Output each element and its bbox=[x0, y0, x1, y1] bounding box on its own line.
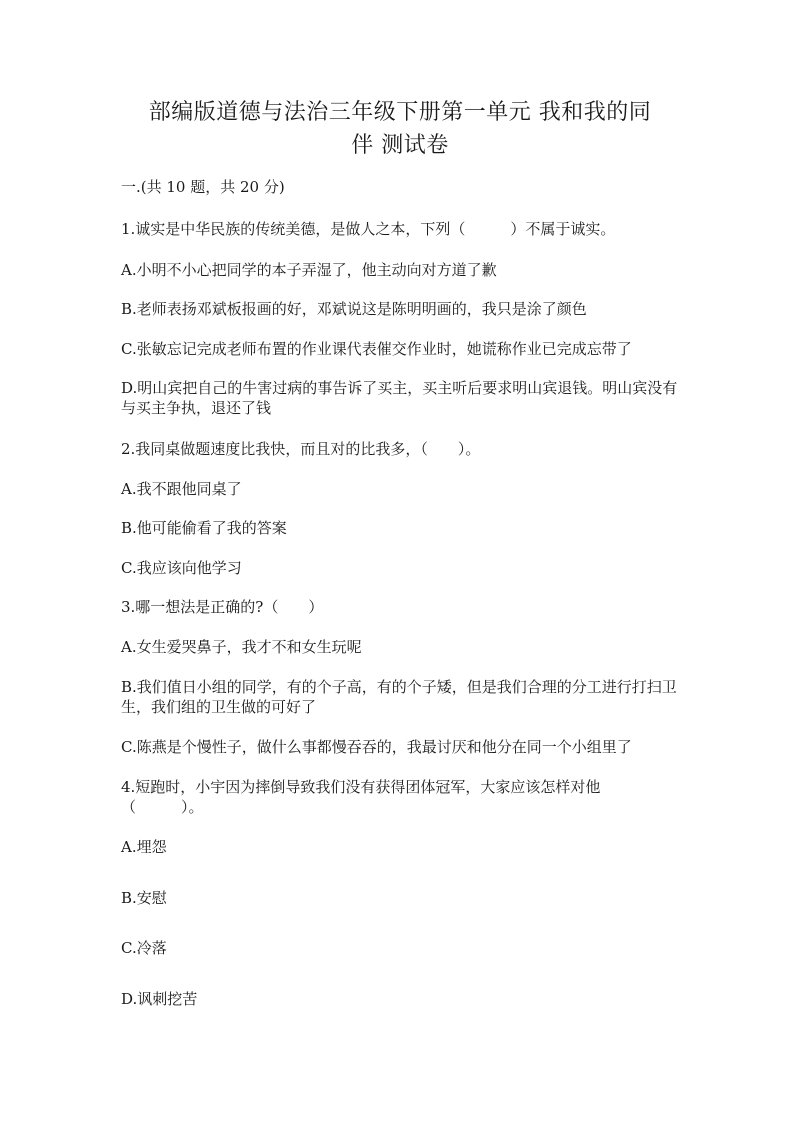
question-1-option-d: D.明山宾把自己的牛害过病的事告诉了买主，买主听后要求明山宾退钱。明山宾没有与买主争执，退还了钱 bbox=[121, 379, 678, 417]
section-heading: 一.(共 10 题，共 20 分) bbox=[121, 178, 285, 196]
document-title-line-2: 伴 测试卷 bbox=[351, 133, 449, 158]
question-3-option-a: A.女生爱哭鼻子，我才不和女生玩呢 bbox=[121, 638, 362, 656]
question-3-option-b: B.我们值日小组的同学，有的个子高，有的个子矮，但是我们合理的分工进行打扫卫生，我们组的卫生做的可好了 bbox=[121, 678, 677, 716]
question-3-option-c: C.陈燕是个慢性子，做什么事都慢吞吞的，我最讨厌和他分在同一个小组里了 bbox=[121, 738, 632, 756]
question-4-option-a: A.埋怨 bbox=[121, 838, 167, 856]
question-4-option-d: D.讽刺挖苦 bbox=[121, 990, 198, 1008]
question-2-option-b: B.他可能偷看了我的答案 bbox=[121, 519, 287, 537]
question-2-option-c: C.我应该向他学习 bbox=[121, 559, 242, 577]
question-2-stem: 2.我同桌做题速度比我快，而且对的比我多，（ ）。 bbox=[121, 440, 481, 458]
question-4-stem: 4.短跑时，小宇因为摔倒导致我们没有获得团体冠军，大家应该怎样对他（ ）。 bbox=[121, 778, 601, 816]
document-title bbox=[100, 96, 700, 162]
question-3-stem: 3.哪一想法是正确的?（ ） bbox=[121, 598, 324, 616]
question-4-option-b: B.安慰 bbox=[121, 889, 167, 907]
question-1-option-a: A.小明不小心把同学的本子弄湿了，他主动向对方道了歉 bbox=[121, 261, 497, 279]
question-2-option-a: A.我不跟他同桌了 bbox=[121, 480, 242, 498]
question-1-option-c: C.张敏忘记完成老师布置的作业课代表催交作业时，她谎称作业已完成忘带了 bbox=[121, 340, 632, 358]
question-1-option-b: B.老师表扬邓斌板报画的好，邓斌说这是陈明明画的，我只是涂了颜色 bbox=[121, 300, 587, 318]
document-title-line-1: 部编版道德与法治三年级下册第一单元 我和我的同 bbox=[148, 100, 652, 125]
question-1-stem: 1.诚实是中华民族的传统美德，是做人之本，下列（ ）不属于诚实。 bbox=[121, 220, 616, 238]
question-4-option-c: C.冷落 bbox=[121, 939, 167, 957]
